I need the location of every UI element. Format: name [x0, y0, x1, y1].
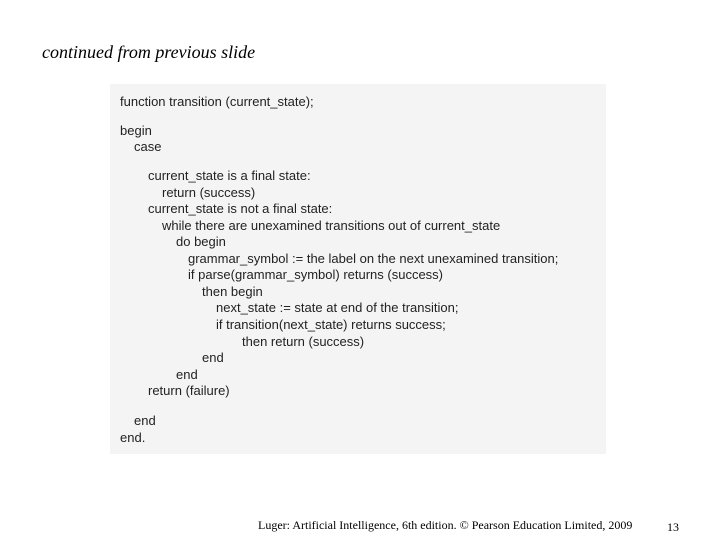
code-line: then begin	[202, 284, 263, 299]
code-line: case	[134, 139, 162, 154]
code-line: begin	[120, 123, 152, 138]
code-line: return (failure)	[148, 383, 230, 398]
code-line: then return (success)	[242, 334, 365, 349]
slide-header: continued from previous slide	[42, 42, 256, 62]
code-line: while there are unexamined transitions out of current_state	[162, 218, 501, 233]
code-line: if transition(next_state) returns success;	[216, 317, 446, 332]
code-line: next_state := state at end of the transition;	[216, 300, 459, 315]
code-line: if parse(grammar_symbol) returns (success)	[188, 267, 444, 282]
code-line: end.	[120, 430, 146, 445]
code-line: return (success)	[162, 185, 256, 200]
code-line: end	[202, 350, 224, 365]
code-line: end	[176, 367, 198, 382]
code-line: end	[134, 413, 156, 428]
page-number: 13	[667, 520, 679, 534]
footer-citation: Luger: Artificial Intelligence, 6th edition. © Pearson Education Limited, 2009	[258, 518, 633, 532]
code-line: do begin	[176, 234, 226, 249]
code-line: function transition (current_state);	[120, 94, 314, 109]
code-line: current_state is not a final state:	[148, 201, 333, 216]
code-image-panel	[110, 84, 606, 454]
code-line: current_state is a final state:	[148, 168, 311, 183]
code-line: grammar_symbol := the label on the next unexamined transition;	[188, 251, 559, 266]
